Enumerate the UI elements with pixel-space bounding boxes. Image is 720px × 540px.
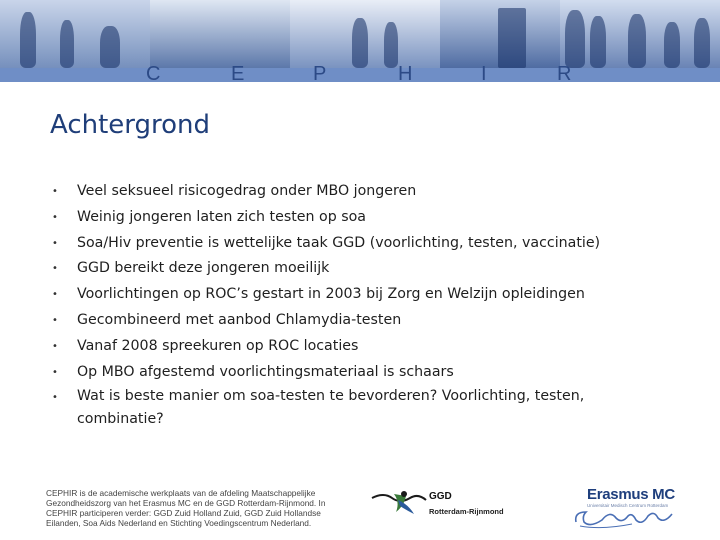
banner-letter: H [398,63,414,82]
banner-letter: E [231,63,246,82]
banner-letter: C [146,63,162,82]
bullet-item [52,205,652,231]
bullet-text: Op MBO afgestemd voorlichtingsmateriaal is schaars [77,363,454,380]
banner-figure [664,22,680,68]
bullet-text: Vanaf 2008 spreekuren op ROC locaties [77,337,359,354]
ggd-name: GGD [429,491,452,502]
bullet-item [52,179,652,205]
bullet-text: Veel seksueel risicogedrag onder MBO jongeren [77,183,417,199]
bullet-list [52,179,652,431]
erasmus-mc-tagline: Universitair Medisch Centrum Rotterdam [587,503,669,508]
banner-letter: R [557,63,573,82]
bullet-dot: • [52,392,58,404]
bullet-item [52,334,652,360]
banner-figure [565,10,585,68]
bullet-text: Weinig jongeren laten zich testen op soa [77,208,366,225]
bullet-text: Wat is beste manier om soa-testen te bevorderen? Voorlichting, testen, combinatie? [77,388,585,428]
footer-description [46,488,336,528]
erasmus-signature-icon [572,500,682,530]
footer-line: Gezondheidszorg van het Erasmus MC en de GGD Rotterdam-Rijnmond. In [46,498,326,508]
banner-letter: P [313,63,328,82]
banner-figure [694,18,710,68]
banner-figure [100,26,120,68]
bullet-dot: • [52,289,58,301]
banner-band [0,63,720,82]
banner-figure [60,20,74,68]
bullet-text: GGD bereikt deze jongeren moeilijk [77,260,330,277]
footer-line: CEPHIR participeren verder: GGD Zuid Holland Zuid, GGD Zuid Hollandse [46,508,321,518]
banner-letter: I [481,63,488,82]
bullet-dot: • [52,186,58,197]
bullet-dot: • [52,340,58,352]
ggd-region: Rotterdam-Rijnmond [429,507,504,516]
bullet-item [52,256,652,282]
bullet-dot: • [52,211,58,223]
footer-line: CEPHIR is de academische werkplaats van de afdeling Maatschappelijke [46,488,316,498]
bullet-item [52,282,652,308]
banner-figure [384,22,398,68]
banner-figure [352,18,368,68]
bullet-item [52,385,652,431]
banner-figure [590,16,606,68]
banner-figure [20,12,36,68]
bullet-dot: • [52,366,58,378]
bullet-item [52,308,652,334]
bullet-dot: • [52,237,58,249]
bullet-dot: • [52,263,58,275]
banner-photo-city [150,0,290,68]
banner-figure [628,14,646,68]
bullet-text: Voorlichtingen op ROC’s gestart in 2003 bij Zorg en Welzijn opleidingen [77,286,585,303]
bullet-text: Gecombineerd met aanbod Chlamydia-testen [77,311,402,328]
bullet-dot: • [52,314,58,326]
erasmus-mc-name: Erasmus MC [587,486,675,503]
bullet-item [52,231,652,257]
slide-title: Achtergrond [50,110,211,140]
bullet-text: Soa/Hiv preventie is wettelijke taak GGD (voorlichting, testen, vaccinatie) [77,234,601,251]
header-banner [0,0,720,82]
bullet-item [52,360,652,386]
banner-building [498,8,526,68]
footer-line: Eilanden, Soa Aids Nederland en Stichting Voedingscentrum Nederland. [46,518,312,528]
